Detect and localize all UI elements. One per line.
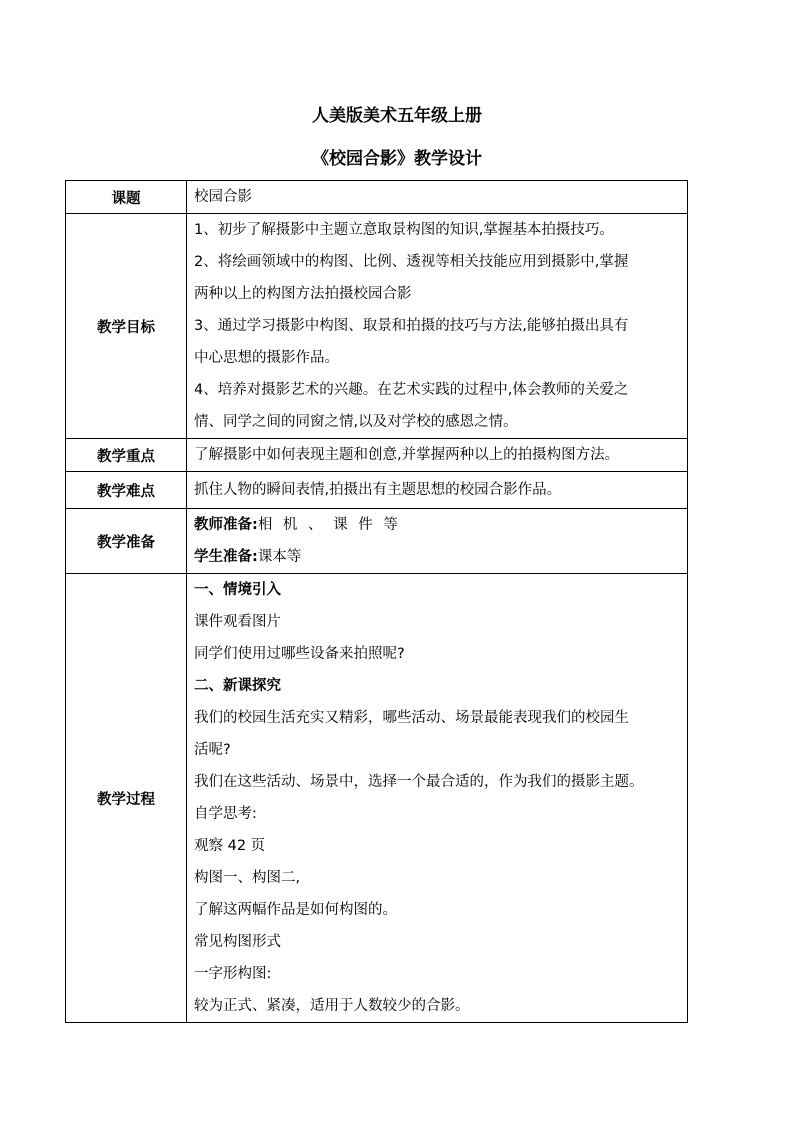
objective-line: 1、初步了解摄影中主题立意取景构图的知识,掌握基本拍摄技巧。 <box>194 222 614 238</box>
process-line: 了解这两幅作品是如何构图的。 <box>194 902 397 918</box>
table-row-process <box>66 574 688 1023</box>
difficulties-label: 教学难点 <box>66 472 187 509</box>
lesson-plan-table <box>65 180 688 1023</box>
student-preparation <box>194 541 682 573</box>
document-subtitle: 《校园合影》教学设计 <box>312 149 482 169</box>
teacher-preparation-value: 相 机 、 课 件 等 <box>257 517 401 533</box>
document-title: 人美版美术五年级上册 <box>312 106 482 126</box>
objective-line: 2、将绘画领域中的构图、比例、透视等相关技能应用到摄影中,掌握 <box>194 254 629 270</box>
objective-line: 两种以上的构图方法拍摄校园合影 <box>194 286 412 302</box>
table-row-topic <box>66 181 688 214</box>
difficulties-value: 抓住人物的瞬间表情,拍摄出有主题思想的校园合影作品。 <box>187 472 688 509</box>
objective-line: 情、同学之间的同窗之情,以及对学校的感恩之情。 <box>194 414 518 430</box>
process-line: 课件观看图片 <box>194 614 281 630</box>
table-row-objectives <box>66 214 688 439</box>
process-content <box>187 574 688 1023</box>
process-line: 二、新课探究 <box>194 678 281 694</box>
objective-line: 4、培养对摄影艺术的兴趣。在艺术实践的过程中,体会教师的关爱之 <box>194 382 629 398</box>
table-row-difficulties <box>66 472 688 509</box>
process-line: 我们在这些活动、场景中，选择一个最合适的，作为我们的摄影主题。 <box>194 774 644 790</box>
student-preparation-value: 课本等 <box>257 549 302 565</box>
process-line: 自学思考: <box>194 806 257 822</box>
preparation-content <box>187 509 688 574</box>
process-line: 较为正式、紧凑，适用于人数较少的合影。 <box>194 998 470 1014</box>
process-line: 一、情境引入 <box>194 582 281 598</box>
process-line: 常见构图形式 <box>194 934 281 950</box>
student-preparation-label: 学生准备: <box>194 549 258 565</box>
objectives-label: 教学目标 <box>66 214 187 439</box>
table-row-key-points <box>66 439 688 472</box>
teacher-preparation-label: 教师准备: <box>194 517 258 533</box>
objective-line: 3、通过学习摄影中构图、取景和拍摄的技巧与方法,能够拍摄出具有 <box>194 318 629 334</box>
table-row-preparation <box>66 509 688 574</box>
process-line: 构图一、构图二, <box>194 870 301 886</box>
objective-line: 中心思想的摄影作品。 <box>194 350 339 366</box>
key-points-label: 教学重点 <box>66 439 187 472</box>
teacher-preparation <box>194 509 682 541</box>
key-points-value: 了解摄影中如何表现主题和创意,并掌握两种以上的拍摄构图方法。 <box>187 439 688 472</box>
objectives-content <box>187 214 688 439</box>
process-line: 我们的校园生活充实又精彩，哪些活动、场景最能表现我们的校园生 <box>194 710 629 726</box>
process-line: 同学们使用过哪些设备来拍照呢? <box>194 646 405 662</box>
preparation-label: 教学准备 <box>66 509 187 574</box>
topic-value: 校园合影 <box>187 181 688 214</box>
topic-label: 课题 <box>66 181 187 214</box>
process-line: 活呢? <box>194 742 231 758</box>
process-line: 观察 42 页 <box>194 838 266 854</box>
process-line: 一字形构图: <box>194 966 272 982</box>
process-label: 教学过程 <box>66 574 187 1023</box>
